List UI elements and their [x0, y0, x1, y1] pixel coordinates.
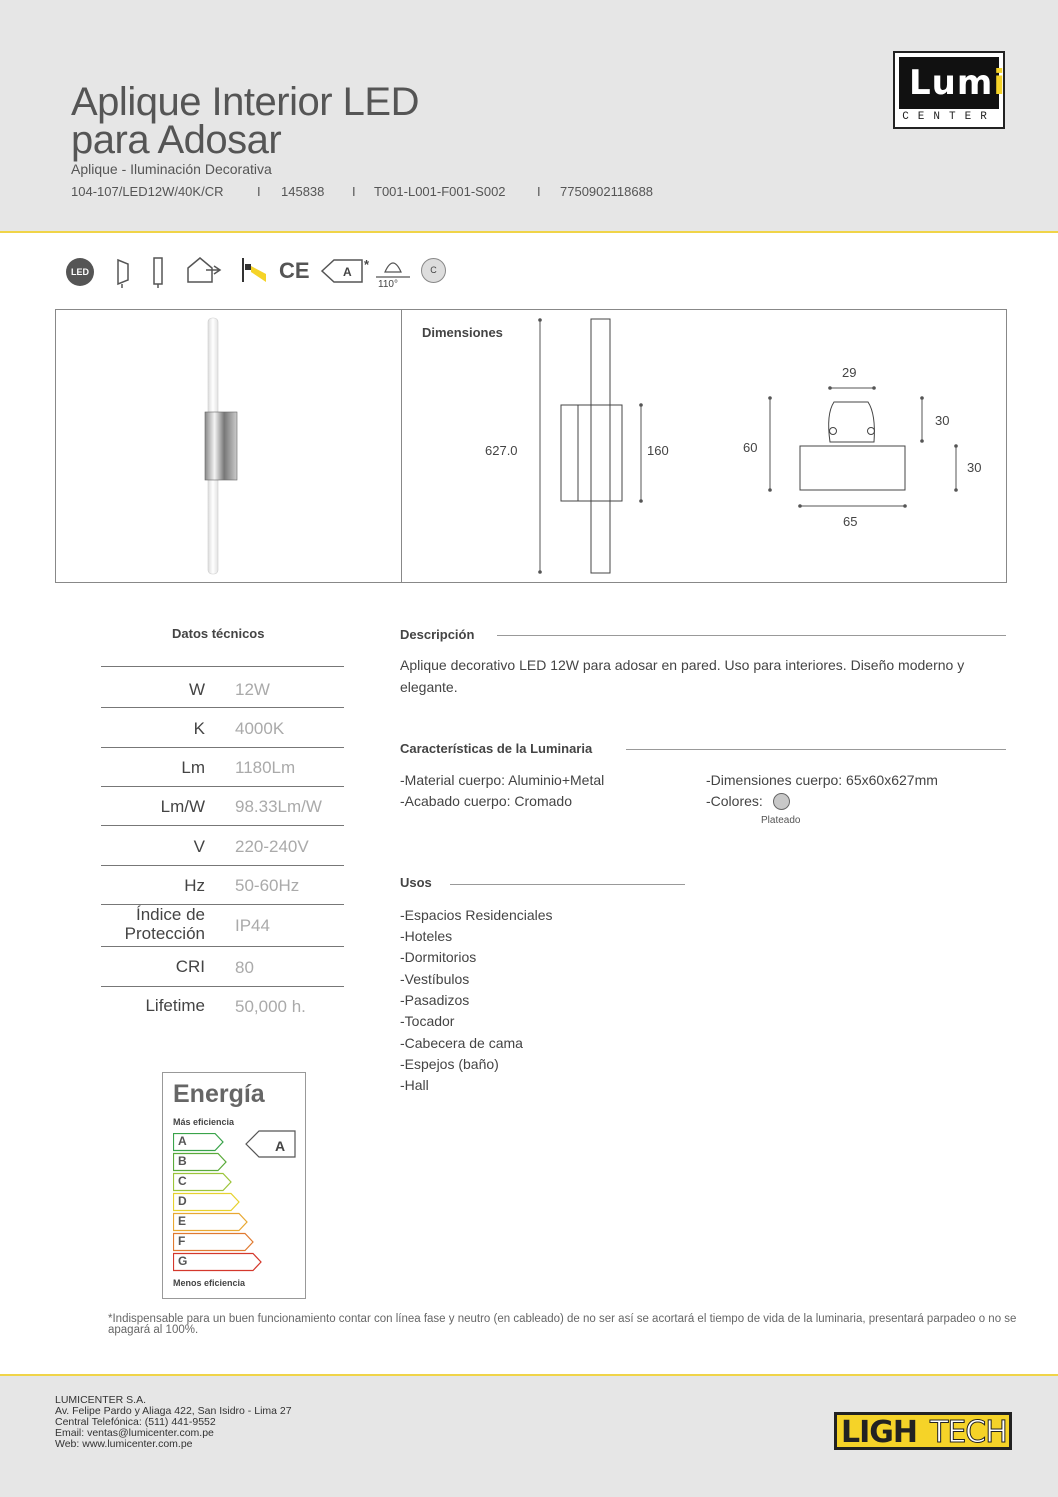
- section-divider: [497, 635, 1006, 636]
- use-item: -Espacios Residenciales: [400, 907, 553, 923]
- energy-class-b: B: [178, 1154, 187, 1168]
- energy-title: Energía: [173, 1080, 265, 1108]
- spec-value-frequency: 50-60Hz: [235, 876, 300, 895]
- footer-company: LUMICENTER S.A.: [55, 1394, 147, 1406]
- spec-value-lm: 1180Lm: [235, 758, 296, 777]
- feature-material: -Material cuerpo: Aluminio+Metal: [400, 772, 605, 788]
- dim-lower-height: 30: [967, 460, 982, 475]
- use-item: -Tocador: [400, 1013, 455, 1029]
- energy-current-class: A: [275, 1138, 286, 1154]
- spec-label-lm: Lm: [181, 758, 205, 777]
- footer-phone: Central Telefónica: (511) 441-9552: [55, 1416, 216, 1428]
- code-separator: I: [257, 184, 261, 199]
- specs-title: Datos técnicos: [172, 626, 265, 641]
- dim-bottom-width: 65: [843, 514, 858, 529]
- use-item: -Hoteles: [400, 928, 453, 944]
- spec-value-efficacy: 98.33Lm/W: [235, 797, 322, 816]
- product-id: 145838: [281, 184, 325, 199]
- spec-label-cri: CRI: [175, 957, 205, 976]
- logo-text: Lum: [909, 63, 994, 103]
- spec-label-frequency: Hz: [184, 876, 205, 895]
- spec-value-w: 12W: [235, 680, 270, 699]
- energy-class-icon: [320, 258, 372, 284]
- dim-total-height: 627.0: [485, 443, 518, 458]
- lumicenter-logo: [893, 51, 1005, 129]
- description-text: Aplique decorativo LED 12W para adosar en pared. Uso para interiores. Diseño moderno y elegante.: [400, 657, 965, 695]
- logo-subtext: CENTER: [902, 111, 996, 123]
- feature-dimensions: -Dimensiones cuerpo: 65x60x627mm: [706, 772, 938, 788]
- energy-class-c: C: [178, 1174, 187, 1188]
- wall-mount-icon: [114, 256, 132, 288]
- energy-more-efficiency: Más eficiencia: [173, 1117, 235, 1127]
- use-item: -Espejos (baño): [400, 1056, 499, 1072]
- beam-angle-icon: [374, 254, 412, 280]
- feature-colors-label: -Colores:: [706, 793, 763, 809]
- spec-divider: [101, 786, 344, 787]
- description-title: Descripción: [400, 627, 475, 642]
- footnote: *Indispensable para un buen funcionamiento contar con línea fase y neutro (en cableado) de no ser así se acortará el tiempo de vida de la luminaria, presentará parpadeo o no se apagará al 100%.: [108, 1313, 1017, 1336]
- code-separator: I: [537, 184, 541, 199]
- product-barcode: 7750902118688: [560, 184, 654, 199]
- energy-current-arrow: [245, 1130, 297, 1158]
- footer-address: Av. Felipe Pardo y Aliaga 422, San Isidro - Lima 27: [55, 1405, 292, 1417]
- footer-email: Email: ventas@lumicenter.com.pe: [55, 1427, 214, 1439]
- spec-divider: [101, 666, 344, 667]
- section-divider: [626, 749, 1006, 750]
- product-code: 104-107/LED12W/40K/CR: [71, 184, 224, 199]
- spec-value-k: 4000K: [235, 719, 285, 738]
- lightech-logo: [834, 1412, 1012, 1450]
- energy-class-a: A: [178, 1134, 187, 1148]
- page-title-line2: para Adosar: [71, 118, 282, 162]
- indoor-use-icon: [186, 256, 222, 284]
- header: [0, 0, 1058, 233]
- spec-value-ip: IP44: [235, 916, 270, 935]
- spec-label-ip-line2: Protección: [124, 924, 205, 943]
- beam-angle-label: 110°: [378, 279, 398, 290]
- spec-divider: [101, 986, 344, 987]
- page-subtitle: Aplique - Iluminación Decorativa: [71, 161, 272, 177]
- spec-value-cri: 80: [235, 958, 254, 977]
- dim-side-height: 60: [743, 440, 758, 455]
- spec-divider: [101, 825, 344, 826]
- footer-web: Web: www.lumicenter.com.pe: [55, 1438, 193, 1450]
- spec-label-lifetime: Lifetime: [145, 996, 205, 1015]
- color-swatch-silver: [773, 793, 790, 810]
- spec-label-w: W: [188, 680, 205, 699]
- spec-divider: [101, 707, 344, 708]
- spec-divider: [101, 747, 344, 748]
- feature-finish: -Acabado cuerpo: Cromado: [400, 793, 572, 809]
- use-item: -Hall: [400, 1077, 429, 1093]
- dim-base-height: 160: [647, 443, 669, 458]
- wall-light-icon: [240, 256, 268, 284]
- use-item: -Vestíbulos: [400, 971, 470, 987]
- color-name: Plateado: [761, 815, 801, 826]
- energy-class-f: F: [178, 1234, 186, 1248]
- page-title-line1: Aplique Interior LED: [71, 80, 419, 124]
- spec-label-k: K: [193, 719, 205, 738]
- spec-label-voltage: V: [193, 837, 205, 856]
- energy-class-badge-label: A: [343, 265, 352, 279]
- led-icon: LED: [66, 258, 94, 286]
- product-ref: T001-L001-F001-S002: [374, 184, 506, 199]
- logo-text-i: i: [993, 63, 1006, 103]
- energy-class-g: G: [178, 1254, 188, 1268]
- lightech-logo-part2: TECH: [930, 1415, 1007, 1450]
- class-icon: C: [421, 258, 446, 283]
- use-item: -Pasadizos: [400, 992, 470, 1008]
- spec-value-lifetime: 50,000 h.: [235, 997, 306, 1016]
- energy-class-e: E: [178, 1214, 187, 1228]
- spec-divider: [101, 946, 344, 947]
- dimensions-title: Dimensiones: [422, 325, 503, 340]
- uses-title: Usos: [400, 875, 432, 890]
- ce-mark-icon: CE: [279, 258, 310, 283]
- section-divider: [450, 884, 685, 885]
- energy-less-efficiency: Menos eficiencia: [173, 1278, 246, 1288]
- spec-value-voltage: 220-240V: [235, 837, 309, 856]
- dim-top-width: 29: [842, 365, 857, 380]
- dim-upper-height: 30: [935, 413, 950, 428]
- asterisk: *: [364, 258, 370, 272]
- energy-class-d: D: [178, 1194, 187, 1208]
- use-item: -Cabecera de cama: [400, 1035, 523, 1051]
- code-separator: I: [352, 184, 356, 199]
- spec-label-efficacy: Lm/W: [160, 797, 205, 816]
- product-photo: [195, 314, 245, 578]
- spec-label-ip-line1: Índice de: [136, 905, 205, 924]
- spec-divider: [101, 865, 344, 866]
- use-item: -Dormitorios: [400, 949, 477, 965]
- surface-mount-icon: [150, 256, 166, 288]
- features-title: Características de la Luminaria: [400, 741, 593, 756]
- lightech-logo-part1: LIGH: [841, 1415, 918, 1450]
